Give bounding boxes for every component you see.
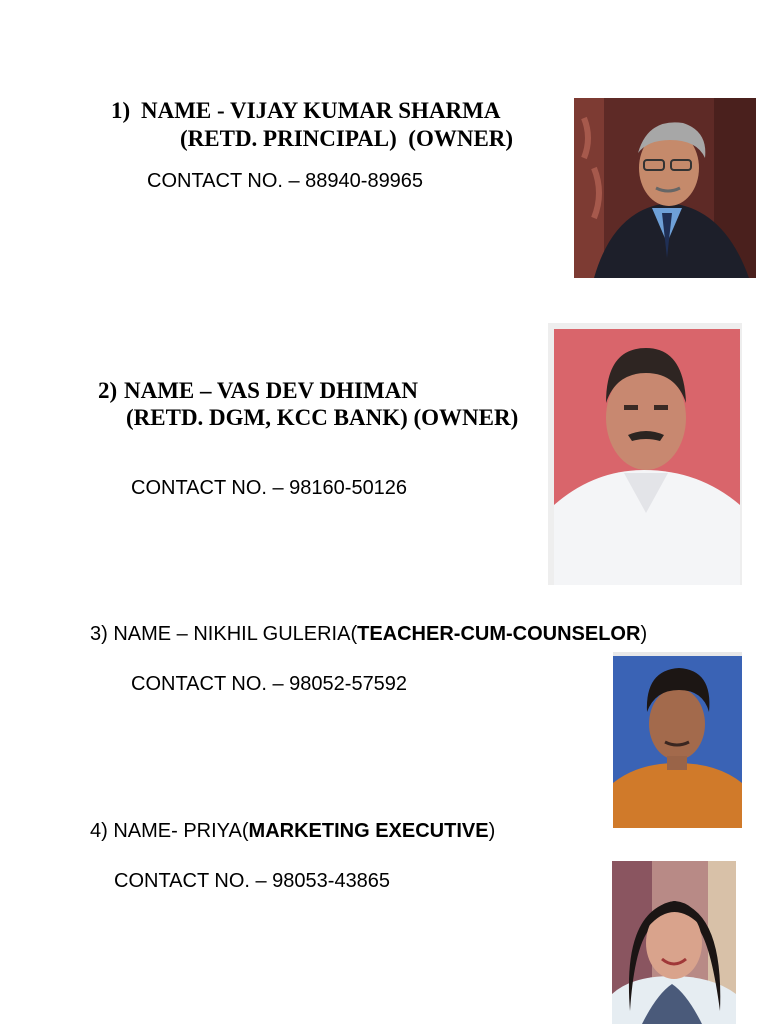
entry-3-close-paren: ): [640, 623, 648, 645]
entry-1-photo: [574, 98, 756, 278]
entry-4-contact: CONTACT NO. – 98053-43865: [114, 870, 391, 892]
entry-2-role: (RETD. DGM, KCC BANK) (OWNER): [126, 405, 519, 430]
entry-3-role: TEACHER-CUM-COUNSELOR: [357, 623, 641, 645]
entry-1-number: 1): [111, 98, 131, 123]
entry-4-role: MARKETING EXECUTIVE: [248, 820, 489, 842]
entry-1-contact: CONTACT NO. – 88940-89965: [147, 170, 424, 192]
entry-2-contact: CONTACT NO. – 98160-50126: [131, 477, 408, 499]
entry-4-photo: [612, 861, 736, 1024]
entry-4-name-line: [90, 820, 495, 843]
entry-3-name: 3) NAME – NIKHIL GULERIA(: [90, 623, 358, 645]
entry-4-name: 4) NAME- PRIYA(: [90, 820, 249, 842]
entry-2-name: NAME – VAS DEV DHIMAN: [124, 378, 418, 403]
entry-4-close-paren: ): [488, 820, 496, 842]
entry-2-number: 2): [98, 378, 118, 403]
entry-2-photo: [548, 323, 742, 585]
entry-3-name-line: [90, 623, 647, 646]
entry-1-name: NAME - VIJAY KUMAR SHARMA: [141, 98, 501, 123]
entry-3-contact: CONTACT NO. – 98052-57592: [131, 673, 408, 695]
entry-3-photo: [613, 652, 742, 828]
entry-1-role: (RETD. PRINCIPAL) (OWNER): [180, 126, 514, 151]
